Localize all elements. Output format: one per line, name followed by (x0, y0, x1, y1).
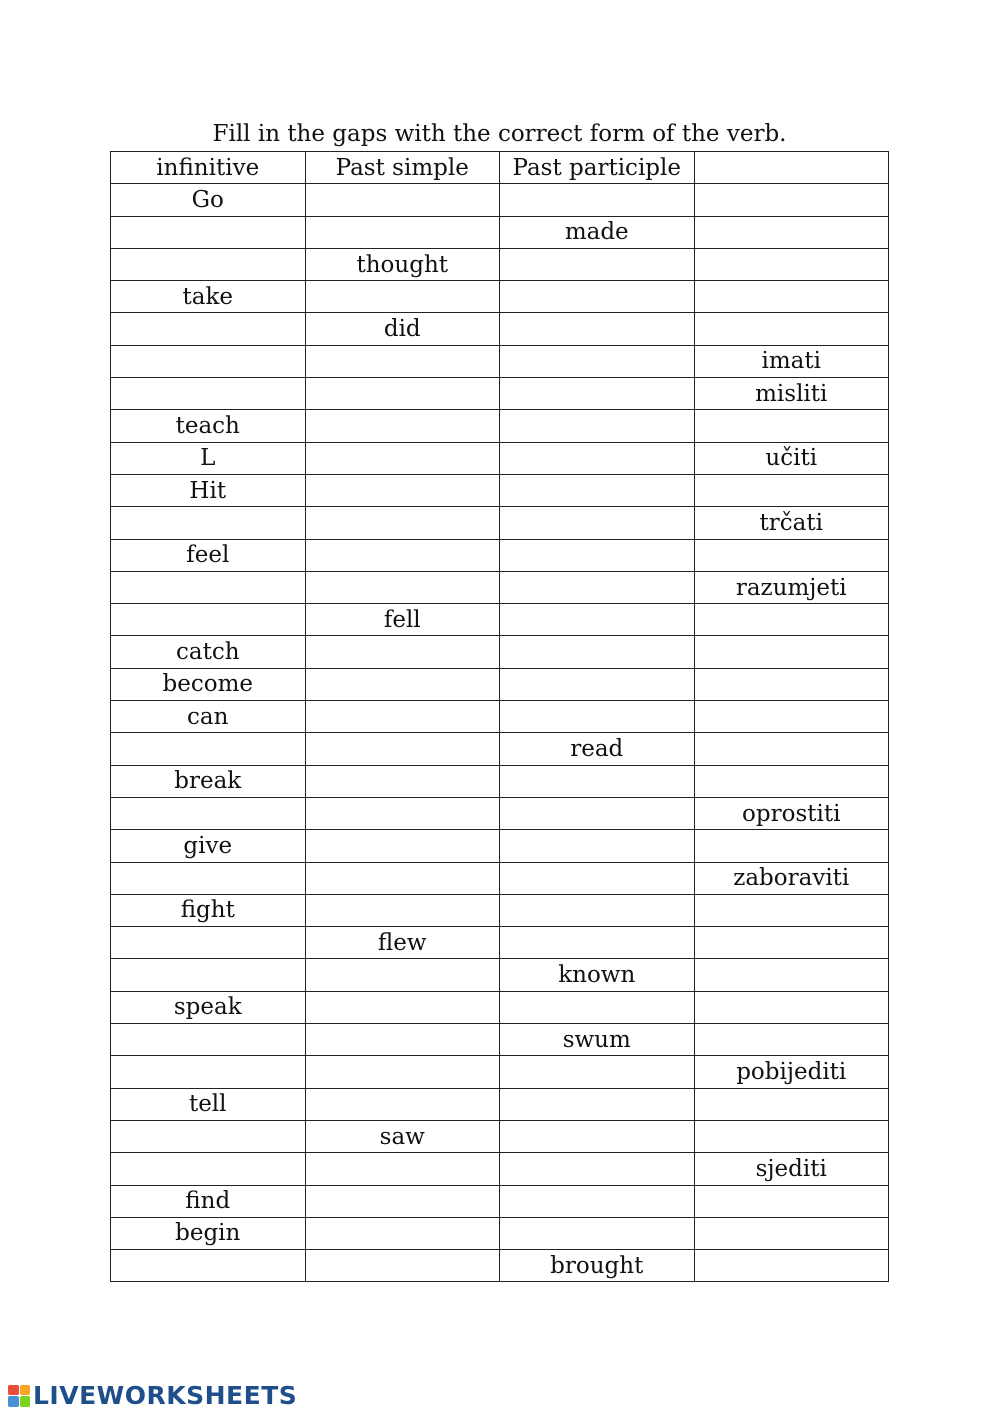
cell-infinitive: feel (111, 539, 306, 571)
answer-gap-past-participle[interactable] (500, 701, 695, 733)
answer-gap-past-simple[interactable] (305, 1024, 500, 1056)
answer-gap-translation[interactable] (694, 313, 889, 345)
answer-gap-past-participle[interactable] (500, 184, 695, 216)
table-row (111, 507, 889, 539)
answer-gap-infinitive[interactable] (111, 1024, 306, 1056)
answer-gap-past-participle[interactable] (500, 248, 695, 280)
answer-gap-past-simple[interactable] (305, 830, 500, 862)
table-body (111, 184, 889, 1282)
answer-gap-translation[interactable] (694, 1185, 889, 1217)
answer-gap-past-simple[interactable] (305, 345, 500, 377)
answer-gap-past-participle[interactable] (500, 927, 695, 959)
answer-gap-past-simple[interactable] (305, 410, 500, 442)
answer-gap-past-simple[interactable] (305, 1185, 500, 1217)
answer-gap-past-simple[interactable] (305, 1153, 500, 1185)
table-row (111, 1056, 889, 1088)
answer-gap-translation[interactable] (694, 668, 889, 700)
answer-gap-past-simple[interactable] (305, 281, 500, 313)
answer-gap-past-simple[interactable] (305, 959, 500, 991)
answer-gap-translation[interactable] (694, 539, 889, 571)
answer-gap-past-participle[interactable] (500, 474, 695, 506)
cell-infinitive: take (111, 281, 306, 313)
table-row (111, 604, 889, 636)
table-row (111, 765, 889, 797)
answer-gap-infinitive[interactable] (111, 733, 306, 765)
answer-gap-translation[interactable] (694, 1217, 889, 1249)
answer-gap-past-simple[interactable] (305, 539, 500, 571)
answer-gap-translation[interactable] (694, 636, 889, 668)
answer-gap-past-simple[interactable] (305, 862, 500, 894)
answer-gap-past-simple[interactable] (305, 507, 500, 539)
table-row (111, 959, 889, 991)
answer-gap-translation[interactable] (694, 184, 889, 216)
answer-gap-translation[interactable] (694, 1250, 889, 1282)
answer-gap-past-participle[interactable] (500, 1153, 695, 1185)
cell-past-simple: did (305, 313, 500, 345)
answer-gap-infinitive[interactable] (111, 797, 306, 829)
header-translation (694, 152, 889, 184)
answer-gap-translation[interactable] (694, 1088, 889, 1120)
answer-gap-past-participle[interactable] (500, 507, 695, 539)
answer-gap-past-participle[interactable] (500, 539, 695, 571)
cell-translation: pobijediti (694, 1056, 889, 1088)
answer-gap-past-participle[interactable] (500, 797, 695, 829)
liveworksheets-logo (8, 1381, 297, 1410)
answer-gap-past-simple[interactable] (305, 636, 500, 668)
answer-gap-past-participle[interactable] (500, 1217, 695, 1249)
answer-gap-infinitive[interactable] (111, 378, 306, 410)
answer-gap-past-participle[interactable] (500, 410, 695, 442)
answer-gap-translation[interactable] (694, 830, 889, 862)
cell-infinitive: find (111, 1185, 306, 1217)
logo-square-4 (20, 1396, 31, 1407)
answer-gap-translation[interactable] (694, 1024, 889, 1056)
cell-infinitive: L (111, 442, 306, 474)
answer-gap-past-participle[interactable] (500, 1056, 695, 1088)
cell-past-participle: brought (500, 1250, 695, 1282)
table-header-row (111, 152, 889, 184)
answer-gap-past-participle[interactable] (500, 636, 695, 668)
answer-gap-past-participle[interactable] (500, 313, 695, 345)
answer-gap-past-simple[interactable] (305, 1088, 500, 1120)
cell-translation: trčati (694, 507, 889, 539)
table-row (111, 927, 889, 959)
cell-translation: učiti (694, 442, 889, 474)
answer-gap-infinitive[interactable] (111, 248, 306, 280)
verb-forms-table (110, 151, 889, 1282)
answer-gap-translation[interactable] (694, 927, 889, 959)
answer-gap-past-participle[interactable] (500, 668, 695, 700)
answer-gap-past-participle[interactable] (500, 442, 695, 474)
answer-gap-past-participle[interactable] (500, 862, 695, 894)
table-row (111, 571, 889, 603)
answer-gap-past-simple[interactable] (305, 1217, 500, 1249)
cell-translation: imati (694, 345, 889, 377)
answer-gap-infinitive[interactable] (111, 1250, 306, 1282)
table-row (111, 894, 889, 926)
table-row (111, 539, 889, 571)
answer-gap-infinitive[interactable] (111, 345, 306, 377)
cell-infinitive: break (111, 765, 306, 797)
answer-gap-past-simple[interactable] (305, 894, 500, 926)
table-row (111, 862, 889, 894)
answer-gap-past-simple[interactable] (305, 668, 500, 700)
cell-translation: sjediti (694, 1153, 889, 1185)
cell-infinitive: tell (111, 1088, 306, 1120)
answer-gap-infinitive[interactable] (111, 313, 306, 345)
table-row (111, 797, 889, 829)
cell-past-simple: saw (305, 1120, 500, 1152)
table-row (111, 1088, 889, 1120)
logo-text: LIVEWORKSHEETS (33, 1381, 298, 1410)
answer-gap-translation[interactable] (694, 410, 889, 442)
cell-infinitive: Go (111, 184, 306, 216)
answer-gap-infinitive[interactable] (111, 507, 306, 539)
answer-gap-past-simple[interactable] (305, 378, 500, 410)
answer-gap-infinitive[interactable] (111, 1153, 306, 1185)
cell-past-simple: thought (305, 248, 500, 280)
answer-gap-past-participle[interactable] (500, 571, 695, 603)
answer-gap-translation[interactable] (694, 281, 889, 313)
cell-infinitive: begin (111, 1217, 306, 1249)
answer-gap-past-participle[interactable] (500, 1088, 695, 1120)
cell-infinitive: can (111, 701, 306, 733)
cell-infinitive: speak (111, 991, 306, 1023)
answer-gap-translation[interactable] (694, 701, 889, 733)
cell-infinitive: catch (111, 636, 306, 668)
table-row (111, 184, 889, 216)
answer-gap-past-participle[interactable] (500, 281, 695, 313)
table-row (111, 1250, 889, 1282)
header-past-participle: Past participle (500, 152, 695, 184)
table-row (111, 248, 889, 280)
logo-square-1 (8, 1385, 19, 1396)
answer-gap-infinitive[interactable] (111, 1056, 306, 1088)
cell-past-participle: swum (500, 1024, 695, 1056)
answer-gap-past-participle[interactable] (500, 991, 695, 1023)
table-row (111, 830, 889, 862)
answer-gap-past-participle[interactable] (500, 894, 695, 926)
table-row (111, 1120, 889, 1152)
cell-translation: razumjeti (694, 571, 889, 603)
answer-gap-past-simple[interactable] (305, 571, 500, 603)
table-row (111, 1153, 889, 1185)
answer-gap-translation[interactable] (694, 733, 889, 765)
table-row (111, 410, 889, 442)
answer-gap-infinitive[interactable] (111, 571, 306, 603)
cell-past-participle: made (500, 216, 695, 248)
answer-gap-past-participle[interactable] (500, 1185, 695, 1217)
answer-gap-past-simple[interactable] (305, 1250, 500, 1282)
cell-past-simple: flew (305, 927, 500, 959)
answer-gap-past-simple[interactable] (305, 733, 500, 765)
table-row (111, 1185, 889, 1217)
cell-past-participle: read (500, 733, 695, 765)
table-row (111, 668, 889, 700)
answer-gap-past-participle[interactable] (500, 765, 695, 797)
table-row (111, 216, 889, 248)
table-row (111, 281, 889, 313)
answer-gap-translation[interactable] (694, 248, 889, 280)
logo-square-3 (8, 1396, 19, 1407)
header-infinitive: infinitive (111, 152, 306, 184)
cell-translation: oprostiti (694, 797, 889, 829)
answer-gap-past-simple[interactable] (305, 701, 500, 733)
answer-gap-translation[interactable] (694, 959, 889, 991)
answer-gap-translation[interactable] (694, 474, 889, 506)
table-row (111, 345, 889, 377)
answer-gap-translation[interactable] (694, 894, 889, 926)
answer-gap-translation[interactable] (694, 216, 889, 248)
cell-infinitive: Hit (111, 474, 306, 506)
answer-gap-infinitive[interactable] (111, 216, 306, 248)
cell-past-participle: known (500, 959, 695, 991)
table-row (111, 378, 889, 410)
answer-gap-past-simple[interactable] (305, 797, 500, 829)
answer-gap-infinitive[interactable] (111, 862, 306, 894)
answer-gap-infinitive[interactable] (111, 1120, 306, 1152)
worksheet-title: Fill in the gaps with the correct form of the verb. (212, 121, 787, 147)
answer-gap-past-participle[interactable] (500, 345, 695, 377)
table-row (111, 1024, 889, 1056)
table-row (111, 474, 889, 506)
answer-gap-past-participle[interactable] (500, 378, 695, 410)
cell-translation: misliti (694, 378, 889, 410)
answer-gap-past-participle[interactable] (500, 830, 695, 862)
cell-infinitive: become (111, 668, 306, 700)
cell-translation: zaboraviti (694, 862, 889, 894)
logo-square-2 (20, 1385, 31, 1396)
answer-gap-past-simple[interactable] (305, 765, 500, 797)
answer-gap-past-simple[interactable] (305, 474, 500, 506)
liveworksheets-logo-icon (8, 1385, 30, 1407)
answer-gap-past-simple[interactable] (305, 991, 500, 1023)
answer-gap-past-simple[interactable] (305, 1056, 500, 1088)
answer-gap-past-participle[interactable] (500, 604, 695, 636)
answer-gap-past-simple[interactable] (305, 216, 500, 248)
cell-infinitive: fight (111, 894, 306, 926)
answer-gap-translation[interactable] (694, 765, 889, 797)
answer-gap-translation[interactable] (694, 1120, 889, 1152)
cell-infinitive: give (111, 830, 306, 862)
answer-gap-infinitive[interactable] (111, 927, 306, 959)
answer-gap-translation[interactable] (694, 604, 889, 636)
answer-gap-infinitive[interactable] (111, 959, 306, 991)
answer-gap-past-simple[interactable] (305, 442, 500, 474)
table-row (111, 636, 889, 668)
table-row (111, 991, 889, 1023)
answer-gap-infinitive[interactable] (111, 604, 306, 636)
answer-gap-past-simple[interactable] (305, 184, 500, 216)
cell-past-simple: fell (305, 604, 500, 636)
table-row (111, 701, 889, 733)
table-row (111, 313, 889, 345)
table-row (111, 733, 889, 765)
table-row (111, 442, 889, 474)
header-past-simple: Past simple (305, 152, 500, 184)
answer-gap-translation[interactable] (694, 991, 889, 1023)
cell-infinitive: teach (111, 410, 306, 442)
table-row (111, 1217, 889, 1249)
answer-gap-past-participle[interactable] (500, 1120, 695, 1152)
